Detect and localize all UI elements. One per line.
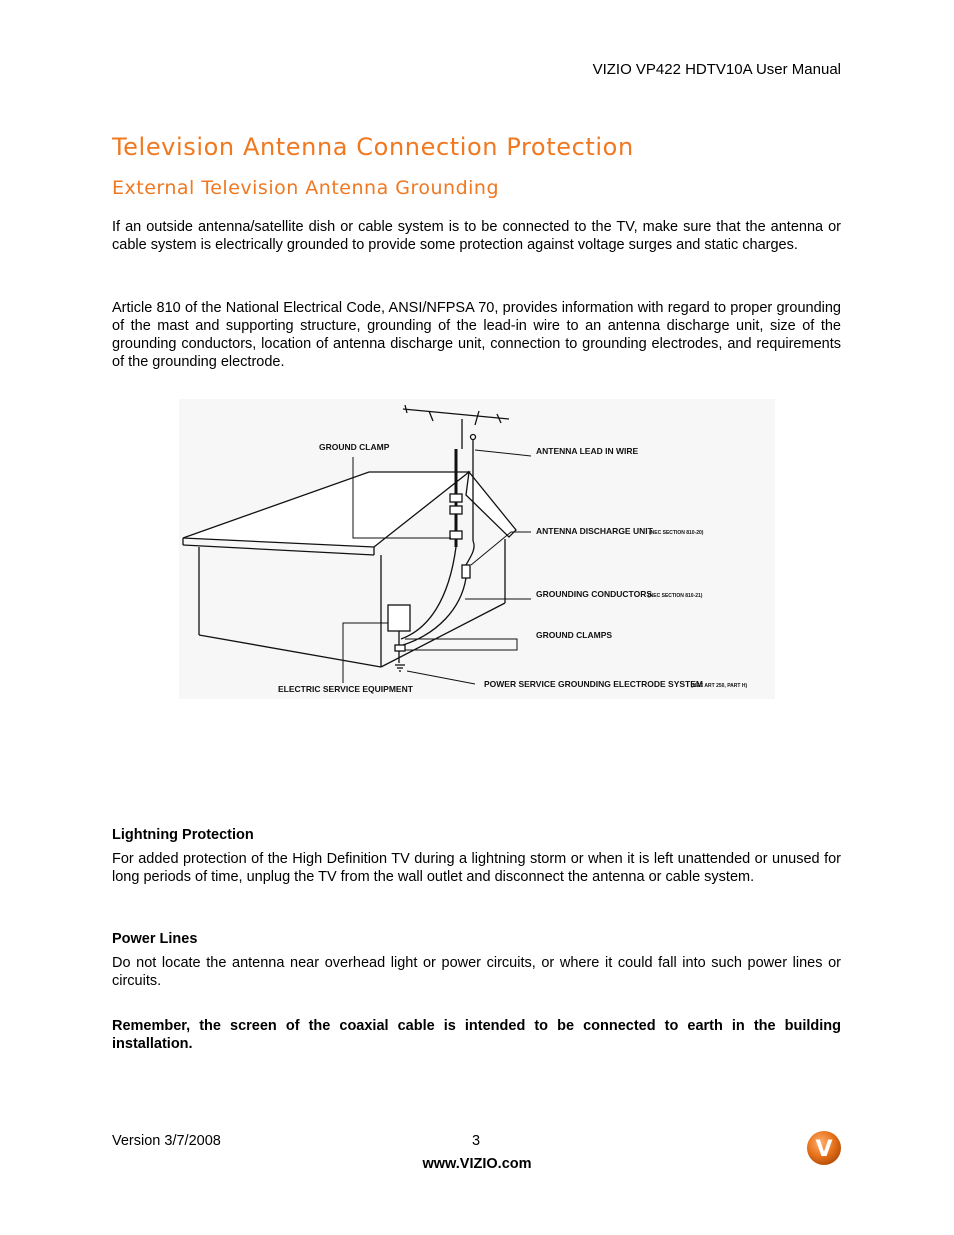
- vizio-logo-icon: [806, 1130, 842, 1166]
- label-discharge-unit: ANTENNA DISCHARGE UNIT: [536, 526, 653, 536]
- discharge-unit: [462, 565, 470, 578]
- mast-clamp-2: [450, 506, 462, 514]
- label-power-service: POWER SERVICE GROUNDING ELECTRODE SYSTEM: [484, 679, 703, 689]
- power-lines-title: Power Lines: [112, 931, 198, 947]
- antenna-grounding-diagram: [179, 399, 775, 699]
- grounding-paragraph-1: If an outside antenna/satellite dish or cable system is to be connected to the TV, make sure that the antenna or cable system is electrically grounded to provide some protection against voltage surges and static charges.: [112, 219, 841, 253]
- logo-letter: V: [815, 1137, 833, 1162]
- label-antenna-lead: ANTENNA LEAD IN WIRE: [536, 446, 639, 456]
- label-power-service-ref: (NEC ART 250, PART H): [691, 683, 748, 689]
- page-number: 3: [472, 1133, 481, 1149]
- version-label: Version 3/7/2008: [112, 1133, 221, 1149]
- grounding-paragraph-2: Article 810 of the National Electrical Code, ANSI/NFPSA 70, provides information with regard to proper grounding of the mast and supporting structure, grounding of the lead-in wire to an antenna discharge unit, size of the grounding conductors, location of antenna discharge unit, connection to grounding electrodes, and requirements of the grounding electrode.: [112, 300, 841, 370]
- power-lines-body: Do not locate the antenna near overhead light or power circuits, or where it could fall into such power lines or circuits.: [112, 955, 841, 989]
- label-grounding-conductors-ref: (NEC SECTION 810-21): [648, 593, 703, 599]
- page-heading: Television Antenna Connection Protection: [112, 133, 634, 161]
- label-ground-clamp: GROUND CLAMP: [319, 442, 390, 452]
- label-ground-clamps: GROUND CLAMPS: [536, 630, 613, 640]
- manual-title: VIZIO VP422 HDTV10A User Manual: [592, 61, 841, 78]
- lightning-body: For added protection of the High Definition TV during a lightning storm or when it is left unattended or unused for long periods of time, unplug the TV from the wall outlet and disconnect the antenna or cable system.: [112, 851, 841, 885]
- website-link: www.VIZIO.com: [422, 1156, 532, 1172]
- section-subheading: External Television Antenna Grounding: [112, 177, 500, 199]
- label-grounding-conductors: GROUNDING CONDUCTORS: [536, 589, 653, 599]
- lightning-title: Lightning Protection: [112, 827, 254, 843]
- electric-service-box: [388, 605, 410, 631]
- ground-clamp-box: [395, 645, 405, 651]
- coaxial-warning: Remember, the screen of the coaxial cable is intended to be connected to earth in the building installation.: [112, 1018, 841, 1052]
- lead-in-top: [471, 435, 476, 440]
- mast-clamp-1: [450, 494, 462, 502]
- label-discharge-unit-ref: (NEC SECTION 810-20): [649, 530, 704, 536]
- label-electric-service: ELECTRIC SERVICE EQUIPMENT: [278, 684, 413, 694]
- mast-clamp-3: [450, 531, 462, 539]
